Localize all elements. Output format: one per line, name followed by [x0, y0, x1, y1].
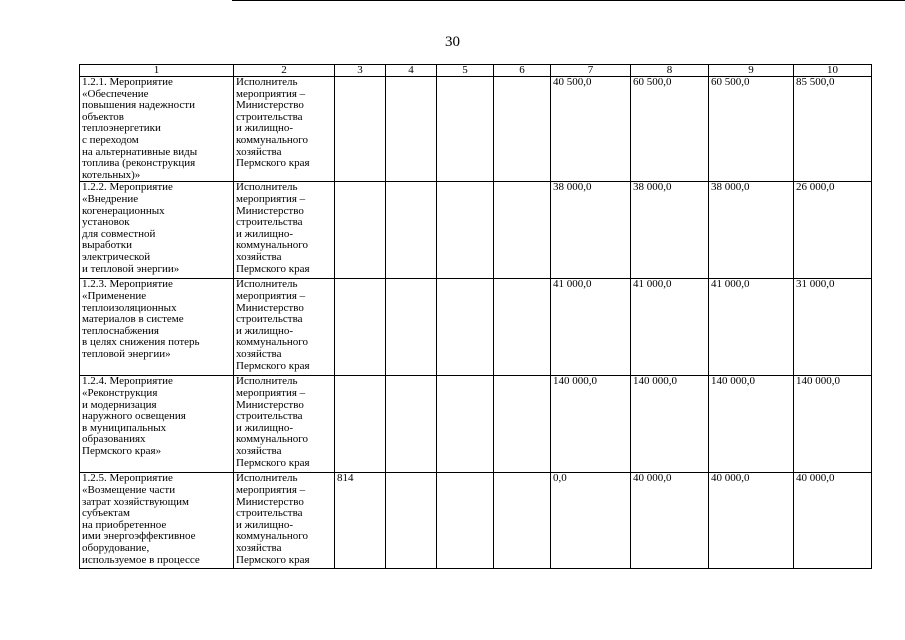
value-cell-col-9: 140 000,0	[709, 376, 794, 473]
value-cell-col-9: 60 500,0	[709, 77, 794, 182]
program-table	[79, 64, 872, 569]
value-cell-col-8: 40 000,0	[631, 473, 709, 569]
executor-cell: Исполнитель мероприятия – Министерство строительства и жилищно- коммунального хозяйства Пермского края	[234, 182, 335, 279]
value-cell-col-7: 41 000,0	[551, 279, 631, 376]
value-cell-col-7: 0,0	[551, 473, 631, 569]
value-cell-col-9: 41 000,0	[709, 279, 794, 376]
cell-col-6	[494, 77, 551, 182]
column-header-5: 5	[437, 65, 494, 77]
cell-col-6	[494, 182, 551, 279]
table-row	[80, 77, 872, 182]
value-cell-col-10: 31 000,0	[794, 279, 872, 376]
cell-col-4	[386, 376, 437, 473]
cell-col-4	[386, 279, 437, 376]
table-row	[80, 473, 872, 569]
cell-col-6	[494, 279, 551, 376]
budget-code-cell: 814	[335, 473, 386, 569]
value-cell-col-8: 38 000,0	[631, 182, 709, 279]
cell-col-4	[386, 77, 437, 182]
cell-col-3	[335, 279, 386, 376]
value-cell-col-10: 140 000,0	[794, 376, 872, 473]
value-cell-col-8: 41 000,0	[631, 279, 709, 376]
column-header-2: 2	[234, 65, 335, 77]
column-header-1: 1	[80, 65, 234, 77]
table-row	[80, 279, 872, 376]
column-header-4: 4	[386, 65, 437, 77]
activity-name-cell: 1.2.5. Мероприятие «Возмещение части затрат хозяйствующим субъектам на приобретенное ими энергоэффективное оборудование, используемое в процессе	[80, 473, 234, 569]
value-cell-col-10: 26 000,0	[794, 182, 872, 279]
activity-name-cell: 1.2.2. Мероприятие «Внедрение когенерационных установок для совместной выработки электрической и тепловой энергии»	[80, 182, 234, 279]
cell-col-5	[437, 279, 494, 376]
value-cell-col-8: 60 500,0	[631, 77, 709, 182]
table-row	[80, 182, 872, 279]
cell-col-4	[386, 182, 437, 279]
top-rule	[232, 0, 905, 1]
cell-col-3	[335, 77, 386, 182]
cell-col-6	[494, 376, 551, 473]
value-cell-col-9: 40 000,0	[709, 473, 794, 569]
column-header-7: 7	[551, 65, 631, 77]
table-row	[80, 376, 872, 473]
cell-col-3	[335, 376, 386, 473]
page-number: 30	[445, 34, 460, 50]
value-cell-col-8: 140 000,0	[631, 376, 709, 473]
activity-name-cell: 1.2.4. Мероприятие «Реконструкция и модернизация наружного освещения в муниципальных образованиях Пермского края»	[80, 376, 234, 473]
column-header-6: 6	[494, 65, 551, 77]
value-cell-col-7: 38 000,0	[551, 182, 631, 279]
executor-cell: Исполнитель мероприятия – Министерство строительства и жилищно- коммунального хозяйства Пермского края	[234, 77, 335, 182]
column-header-10: 10	[794, 65, 872, 77]
executor-cell: Исполнитель мероприятия – Министерство строительства и жилищно- коммунального хозяйства Пермского края	[234, 376, 335, 473]
executor-cell: Исполнитель мероприятия – Министерство строительства и жилищно- коммунального хозяйства Пермского края	[234, 473, 335, 569]
activity-name-cell: 1.2.1. Мероприятие «Обеспечение повышения надежности объектов теплоэнергетики с переходом на альтернативные виды топлива (реконструкция котельных)»	[80, 77, 234, 182]
cell-col-3	[335, 182, 386, 279]
column-header-9: 9	[709, 65, 794, 77]
cell-col-5	[437, 376, 494, 473]
activity-name-cell: 1.2.3. Мероприятие «Применение теплоизоляционных материалов в системе теплоснабжения в целях снижения потерь тепловой энергии»	[80, 279, 234, 376]
value-cell-col-7: 40 500,0	[551, 77, 631, 182]
cell-col-6	[494, 473, 551, 569]
cell-col-4	[386, 473, 437, 569]
value-cell-col-9: 38 000,0	[709, 182, 794, 279]
cell-col-5	[437, 473, 494, 569]
column-header-3: 3	[335, 65, 386, 77]
header-row	[80, 65, 872, 77]
value-cell-col-10: 85 500,0	[794, 77, 872, 182]
cell-col-5	[437, 182, 494, 279]
value-cell-col-10: 40 000,0	[794, 473, 872, 569]
column-header-8: 8	[631, 65, 709, 77]
cell-col-5	[437, 77, 494, 182]
value-cell-col-7: 140 000,0	[551, 376, 631, 473]
executor-cell: Исполнитель мероприятия – Министерство строительства и жилищно- коммунального хозяйства Пермского края	[234, 279, 335, 376]
